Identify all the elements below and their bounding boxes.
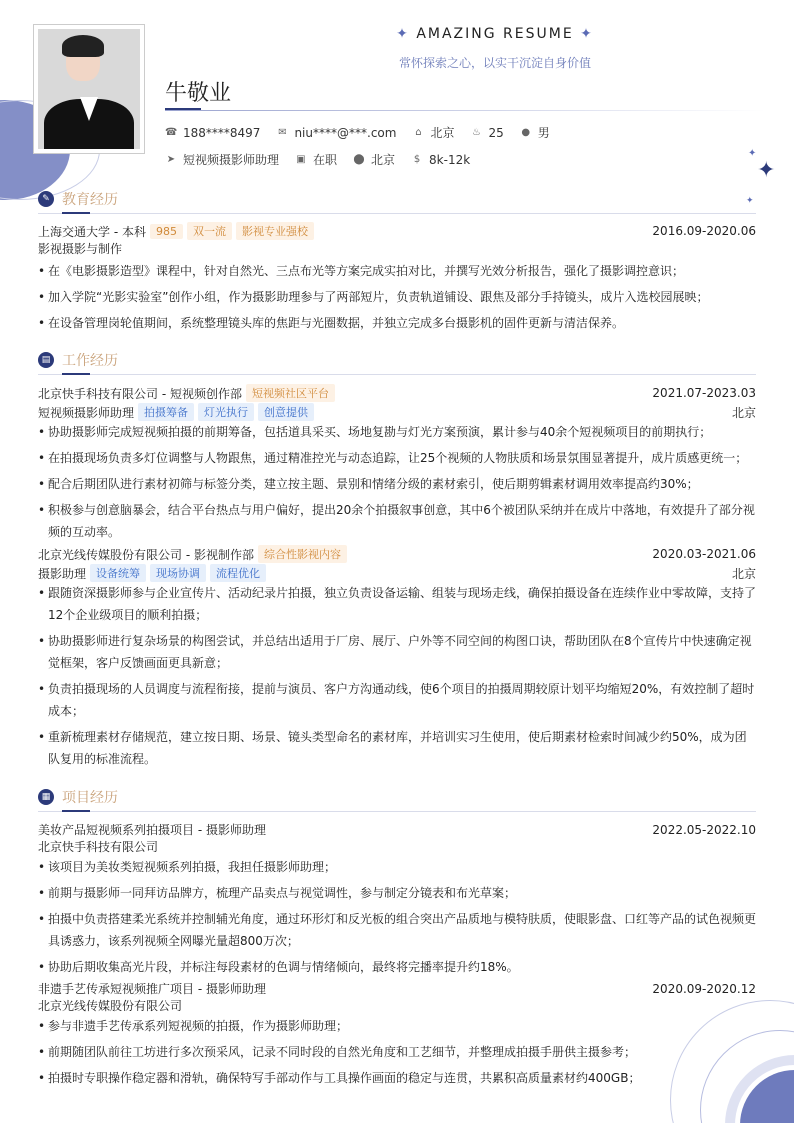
list-item: • 协助后期收集高光片段，并标注每段素材的色调与情绪倾向，最终将完播率提升约18%。 [38,960,519,974]
job-role: 短视频摄影师助理 [38,405,135,420]
sparkle-icon: ✦ [748,148,757,159]
company-name: 北京快手科技有限公司 - 短视频创作部 [38,386,242,401]
project-name: 美妆产品短视频系列拍摄项目 - 摄影师助理 [38,823,266,837]
work-section [38,350,756,770]
list-item: • 该项目为美妆类短视频系列拍摄，我担任摄影师助理； [38,860,337,874]
home-icon: ⌂ [415,127,422,138]
mail-icon: ✉ [278,127,287,138]
school-tag: 双一流 [187,222,232,240]
list-item: • 在《电影摄影造型》课程中，针对自然光、三点布光等方案完成实拍对比，并撰写光效分析报告，强化了摄影调控意识； [38,264,685,278]
section-underline [62,212,90,214]
list-item: • 拍摄时专职操作稳定器和滑轨，确保特写手部动作与工具操作画面的稳定与连贯，共累积高质量素材约400GB； [38,1071,641,1085]
sparkle-icon: ✦ [396,26,410,42]
candidate-name: 牛敬业 [165,81,232,106]
education-section [38,189,756,334]
section-divider [38,811,756,812]
section-underline [62,373,90,375]
list-item: • 协助摄影师进行复杂场景的构图尝试，并总结出适用于厂房、展厅、户外等不同空间的构图口诀，帮助团队在8个宣传片中快速确定视觉框架，客户反馈画面更具新意； [38,634,752,670]
job-date: 2020.03-2021.06 [652,547,756,561]
list-item: • 负责拍摄现场的人员调度与流程衔接，提前与演员、客户方沟通动线，使6个项目的拍摄周期较原计划平均缩短20%，有效控制了超时成本； [38,682,755,718]
graduation-icon: ✎ [38,191,54,207]
job-date: 2021.07-2023.03 [652,386,756,400]
company-name: 北京光线传媒股份有限公司 - 影视制作部 [38,547,254,562]
list-item: • 拍摄中负责搭建柔光系统并控制辅光角度，通过环形灯和反光板的组合突出产品质地与模特肤质，使眼影盘、口红等产品的试色视频更具诱惑力，该系列视频全网曝光量超800万次； [38,912,757,948]
skill-tag: 拍摄筹备 [138,403,194,421]
city-value: 北京 [430,126,455,140]
school-tag: 影视专业强校 [236,222,314,240]
sparkle-icon: ✦ [757,158,776,183]
cake-icon: ♨ [471,127,481,138]
job-role: 摄影助理 [38,566,87,581]
project-name: 非遗手艺传承短视频推广项目 - 摄影师助理 [38,982,266,996]
skill-tag: 设备统筹 [90,564,146,582]
work-city-value: 北京 [371,153,396,167]
list-item: • 前期随团队前往工坊进行多次预采风，记录不同时段的自然光角度和工艺细节，并整理成拍摄手册供主摄参考； [38,1045,637,1059]
list-item: • 跟随资深摄影师参与企业宣传片、活动纪录片拍摄，独立负责设备运输、组装与现场走线，确保拍摄设备在连续作业中零故障，支持了12个企业级项目的顺利拍摄； [38,586,757,622]
list-item: • 在拍摄现场负责多灯位调整与人物跟焦，通过精准控光与动态追踪，让25个视频的人物肤质和场景氛围显著提升，成片质感更统一； [38,451,748,465]
age-value: 25 [488,125,504,140]
project-date: 2022.05-2022.10 [652,822,756,837]
list-item: • 重新梳理素材存储规范，建立按日期、场景、镜头类型命名的素材库，并培训实习生使用，使后期素材检索时间减少约50%，成为团队复用的标准流程。 [38,730,747,766]
salary-value: 8k-12k [429,152,471,167]
section-title: 项目经历 [62,790,118,806]
list-item: • 前期与摄影师一同拜访品牌方，梳理产品卖点与视觉调性，参与制定分镜表和布光草案； [38,886,517,900]
skill-tag: 创意提供 [258,403,314,421]
skill-tag: 现场协调 [150,564,206,582]
grid-icon: ▦ [38,789,54,805]
list-item: • 在设备管理岗轮值期间，系统整理镜头库的焦距与光圈数据，并独立完成多台摄影机的固件更新与清洁保养。 [38,316,625,330]
send-icon: ➤ [166,154,176,165]
company-tag: 短视频社区平台 [246,384,335,402]
company-tag: 综合性影视内容 [258,545,347,563]
location-icon: ⬤ [353,154,365,165]
list-item: • 协助摄影师完成短视频拍摄的前期筹备，包括道具采买、场地复勘与灯光方案预演，累计参与40余个短视频项目的前期执行； [38,425,712,439]
resume-title: AMAZING RESUME [416,26,574,42]
job-city: 北京 [731,405,756,420]
position-value: 短视频摄影师助理 [183,153,280,167]
avatar-hair [62,35,104,57]
user-icon: ● [521,127,531,138]
school-name: 上海交通大学 - 本科 [38,224,146,239]
status-value: 在职 [313,153,338,167]
list-item: • 参与非遗手艺传承系列短视频的拍摄，作为摄影师助理； [38,1019,349,1033]
list-item: • 配合后期团队进行素材初筛与标签分类，建立按主题、景别和情绪分级的素材索引，使后期剪辑素材调用效率提高约30%； [38,477,699,491]
name-divider [165,110,765,111]
job-intent-row [165,151,470,168]
name-underline [165,108,201,110]
list-item: • 加入学院“光影实验室”创作小组，作为摄影助理参与了两部短片，负责轨道铺设、跟焦及部分手持镜头，成片入选校园展映； [38,290,709,304]
contact-row [165,124,550,141]
avatar [38,29,140,149]
project-org: 北京快手科技有限公司 [38,840,159,854]
sparkle-icon: ✦ [580,26,594,42]
sparkle-icon: ✦ [746,196,754,206]
phone-value: 188****8497 [183,125,261,140]
school-tag: 985 [150,224,183,239]
email-value: niu****@***.com [294,125,397,140]
profile-photo [33,24,145,154]
skill-tag: 灯光执行 [198,403,254,421]
skill-tag: 流程优化 [210,564,266,582]
resume-subtitle: 常怀探索之心，以实干沉淀自身价值 [398,56,591,70]
section-divider [38,213,756,214]
resume-heading [360,26,630,42]
major-name: 影视摄影与制作 [38,242,123,256]
education-date: 2016.09-2020.06 [652,224,756,238]
gender-value: 男 [537,126,550,140]
section-title: 工作经历 [62,353,118,369]
money-icon: $ [413,154,421,165]
section-title: 教育经历 [62,192,118,208]
job-city: 北京 [731,566,756,581]
briefcase-icon: ▤ [38,352,54,368]
briefcase-icon: ▣ [296,154,306,165]
section-divider [38,374,756,375]
project-org: 北京光线传媒股份有限公司 [38,999,183,1013]
phone-icon: ☎ [165,127,178,138]
project-date: 2020.09-2020.12 [652,981,756,996]
project-section [38,787,756,1089]
list-item: • 积极参与创意脑暴会，结合平台热点与用户偏好，提出20余个拍摄叙事创意，其中6个被团队采纳并在成片中落地，有效提升了部分视频的互动率。 [38,503,755,539]
section-underline [62,810,90,812]
